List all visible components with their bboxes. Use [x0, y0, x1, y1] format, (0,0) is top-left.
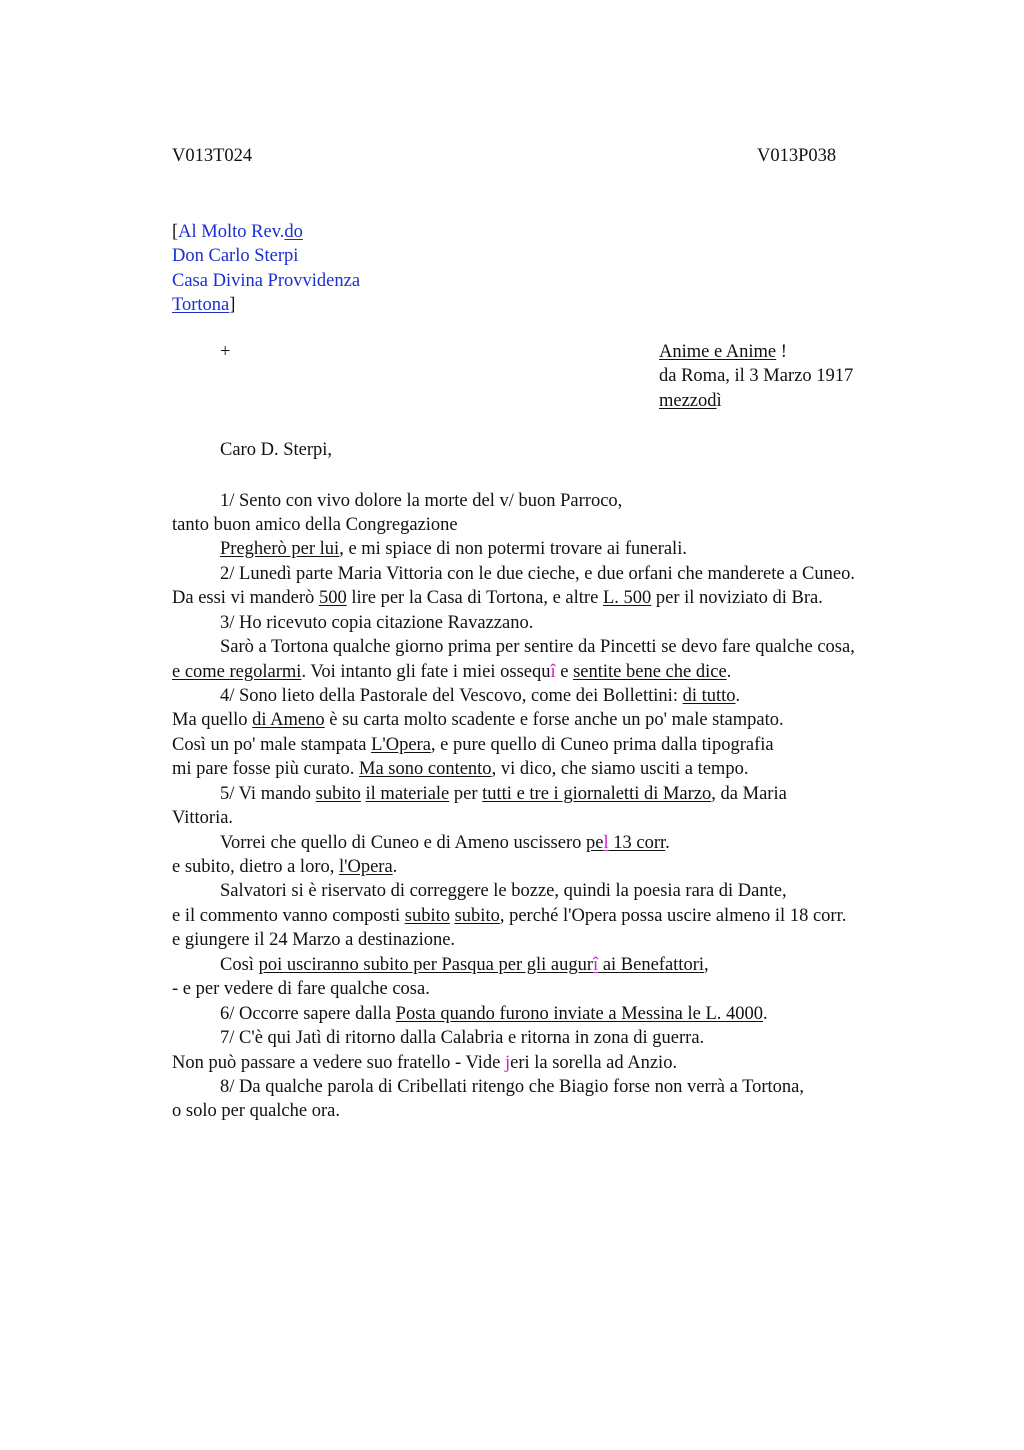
motto: Anime e Anime ! [659, 342, 787, 362]
body-line: - e per vedere di fare qualche cosa. [172, 979, 430, 999]
address-line-1: [Al Molto Rev.do [172, 222, 303, 242]
body-line: Da essi vi manderò 500 lire per la Casa di Tortona, e altre L. 500 per il noviziato di Bra. [172, 588, 823, 608]
place-date: da Roma, il 3 Marzo 1917 [659, 366, 854, 386]
body-line: 1/ Sento con vivo dolore la morte del v/ buon Parroco, [220, 491, 623, 511]
body-line: 5/ Vi mando subito il materiale per tutti e tre i giornaletti di Marzo, da Maria [220, 784, 787, 804]
address-line-4: Tortona] [172, 295, 236, 315]
time-of-day: mezzodì [659, 391, 722, 411]
body-line: Ma quello di Ameno è su carta molto scadente e forse anche un po' male stampato. [172, 710, 784, 730]
body-line: Così poi usciranno subito per Pasqua per gli augurî ai Benefattori, [220, 955, 709, 975]
body-line: Vorrei che quello di Cuneo e di Ameno uscissero pel 13 corr. [220, 833, 670, 853]
body-line: Non può passare a vedere suo fratello - Vide jeri la sorella ad Anzio. [172, 1053, 678, 1073]
body-line: 6/ Occorre sapere dalla Posta quando furono inviate a Messina le L. 4000. [220, 1004, 768, 1024]
body-line: e giungere il 24 Marzo a destinazione. [172, 930, 456, 950]
body-line: e subito, dietro a loro, l'Opera. [172, 857, 398, 877]
address-line-2: Don Carlo Sterpi [172, 246, 299, 266]
body-line: e il commento vanno composti subito subito, perché l'Opera possa uscire almeno il 18 corr. [172, 906, 847, 926]
doc-code-right: V013P038 [757, 146, 837, 166]
body-line: 2/ Lunedì parte Maria Vittoria con le due cieche, e due orfani che manderete a Cuneo. [220, 564, 855, 584]
body-line: Così un po' male stampata L'Opera, e pure quello di Cuneo prima dalla tipografia [172, 735, 774, 755]
body-line: 3/ Ho ricevuto copia citazione Ravazzano. [220, 613, 534, 633]
body-line: Sarò a Tortona qualche giorno prima per sentire da Pincetti se devo fare qualche cosa, [220, 637, 855, 657]
body-line: o solo per qualche ora. [172, 1101, 340, 1121]
body-line: mi pare fosse più curato. Ma sono contento, vi dico, che siamo usciti a tempo. [172, 759, 749, 779]
body-line: 4/ Sono lieto della Pastorale del Vescovo, come dei Bollettini: di tutto. [220, 686, 741, 706]
body-line: e come regolarmi. Voi intanto gli fate i miei ossequî e sentite bene che dice. [172, 662, 732, 682]
body-line: 7/ C'è qui Jatì di ritorno dalla Calabria e ritorna in zona di guerra. [220, 1028, 705, 1048]
cross-symbol: + [220, 342, 231, 362]
doc-code-left: V013T024 [172, 146, 253, 166]
body-line: Pregherò per lui, e mi spiace di non potermi trovare ai funerali. [220, 539, 687, 559]
body-line: 8/ Da qualche parola di Cribellati ritengo che Biagio forse non verrà a Tortona, [220, 1077, 804, 1097]
body-line: Vittoria. [172, 808, 234, 828]
salutation: Caro D. Sterpi, [220, 440, 333, 460]
body-line: tanto buon amico della Congregazione [172, 515, 458, 535]
body-line: Salvatori si è riservato di correggere le bozze, quindi la poesia rara di Dante, [220, 881, 787, 901]
address-line-3: Casa Divina Provvidenza [172, 271, 361, 291]
